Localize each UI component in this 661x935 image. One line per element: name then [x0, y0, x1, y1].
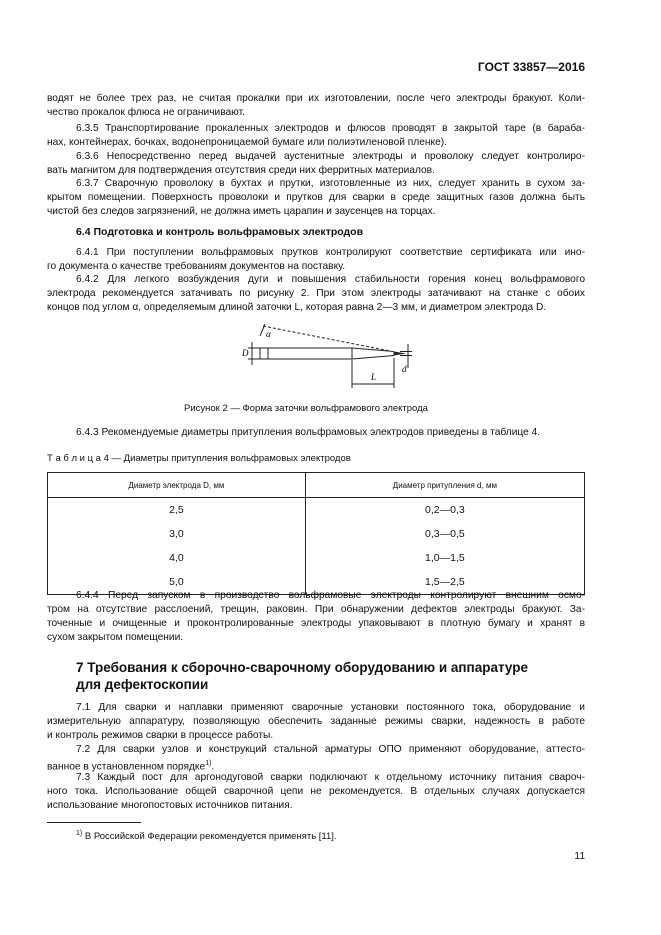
table-cell: 1,0—1,5: [305, 546, 584, 570]
paragraph-6-4-2: 6.4.2 Для легкого возбуждения дуги и повышения стабильности горения конец вольфрамового электрода рекомендуется затачивать по рисунку 2. При этом электроды затачивают на станке с обоих концов под углом α, определяемым длиной заточки L, которая равна 2—3 мм, и диаметром электрода D.: [47, 274, 585, 313]
footnote-ref: 1): [205, 760, 212, 767]
paragraph-6-4-1: 6.4.1 При поступлении вольфрамовых прутков контролируют соответствие сертификата или ино- го документа о качестве требованиям документов на поставку.: [47, 247, 585, 272]
paragraph-7-3: 7.3 Каждый пост для аргонодуговой сварки подключают к отдельному источнику питания свароч- ного тока. Использование общей сварочной цепи не рекомендуется. В отдельных случаях допускается использование многопостовых источников питания.: [47, 772, 585, 811]
small-d-label: d: [402, 364, 407, 374]
electrode-diameter-table: [47, 472, 585, 595]
page-number: 11: [574, 851, 585, 862]
table-cell: 5,0: [48, 570, 306, 595]
table-cell: 2,5: [48, 498, 306, 523]
paragraph-7-1: 7.1 Для сварки и наплавки применяют сварочные установки постоянного тока, оборудование и измерительную аппаратуру, позволяющую обеспечить заданные режимы сварки, надежность в работе и контроль режимов сварки в процессе работы.: [47, 702, 585, 741]
table-row: [48, 498, 585, 523]
section-heading-6-4: 6.4 Подготовка и контроль вольфрамовых электродов: [76, 226, 364, 238]
footnote-mark: 1): [76, 830, 83, 837]
table-cell: 4,0: [48, 546, 306, 570]
paragraph-6-3-7: 6.3.7 Сварочную проволоку в бухтах и прутки, изготовленные из них, следует хранить в сухом за- крытом помещении. Поверхность проволоки и прутков для сварки в среде защитных газов должна быть чистой без следов загрязнений, не должна иметь царапин и заусенцев на торцах.: [47, 178, 585, 217]
table-header-cell: Диаметр притупления d, мм: [305, 473, 584, 498]
table-cell: 1,5—2,5: [305, 570, 584, 595]
section-heading-7: 7 Требования к сборочно-сварочному оборудованию и аппаратуре для дефектоскопии: [76, 660, 529, 692]
angle-line: [263, 326, 390, 351]
figure-caption: Рисунок 2 — Форма заточки вольфрамового электрода: [184, 403, 428, 414]
table-cell: 3,0: [48, 522, 306, 546]
paragraph-6-4-4: 6.4.4 Перед запуском в производство вольфрамовые электроды контролируют внешним осмо- тром на отсутствие расслоений, трещин, раковин. При обнаружении дефектов электроды бракуют. За- точенные и очищенные и проконтролированные электроды упаковывают в плотную бумагу и хранят в сухом закрытом помещении.: [47, 590, 585, 643]
table-header-cell: Диаметр электрода D, мм: [48, 473, 306, 498]
table-cell: 0,3—0,5: [305, 522, 584, 546]
electrode-sharpening-figure: [230, 320, 420, 400]
table-caption: Т а б л и ц а 4 — Диаметры притупления вольфрамовых электродов: [47, 453, 351, 464]
paragraph-6-4-3: 6.4.3 Рекомендуемые диаметры притупления вольфрамовых электродов приведены в таблице 4.: [76, 427, 541, 438]
footnote: $^{1)}$ В Российской Федерации рекомендуется применять [11].: [76, 830, 337, 843]
paragraph-intro: водят не более трех раз, не считая прокалки при их изготовлении, после чего электроды бракуют. Коли- чество прокалок флюса не ограничивают.: [47, 93, 585, 118]
l-label: L: [371, 372, 377, 382]
paragraph-6-3-6: 6.3.6 Непосредственно перед выдачей аустенитные электроды и проволоку следует контролиро- вать магнитом для подтверждения отсутствия среди них ферритных материалов.: [47, 151, 585, 176]
paragraph-7-2: 7.2 Для сварки узлов и конструкций стальной арматуры ОПО применяют оборудование, аттесто- ванное в установленном порядке$^{1)}$.: [47, 744, 585, 773]
footnote-divider: [47, 822, 141, 823]
alpha-label: α: [266, 329, 271, 339]
electrode-body: [260, 348, 352, 359]
paragraph-6-3-5: 6.3.5 Транспортирование прокаленных электродов и флюсов проводят в закрытой таре (в бараба- нах, контейнерах, бочках, водонепроницаемой бумаге или полиэтиленовой пленке).: [47, 123, 585, 148]
document-code: ГОСТ 33857—2016: [477, 60, 585, 74]
table-header-row: [48, 473, 585, 498]
table-row: [48, 546, 585, 570]
d-label: D: [242, 348, 249, 358]
table-row: [48, 522, 585, 546]
table-cell: 0,2—0,3: [305, 498, 584, 523]
